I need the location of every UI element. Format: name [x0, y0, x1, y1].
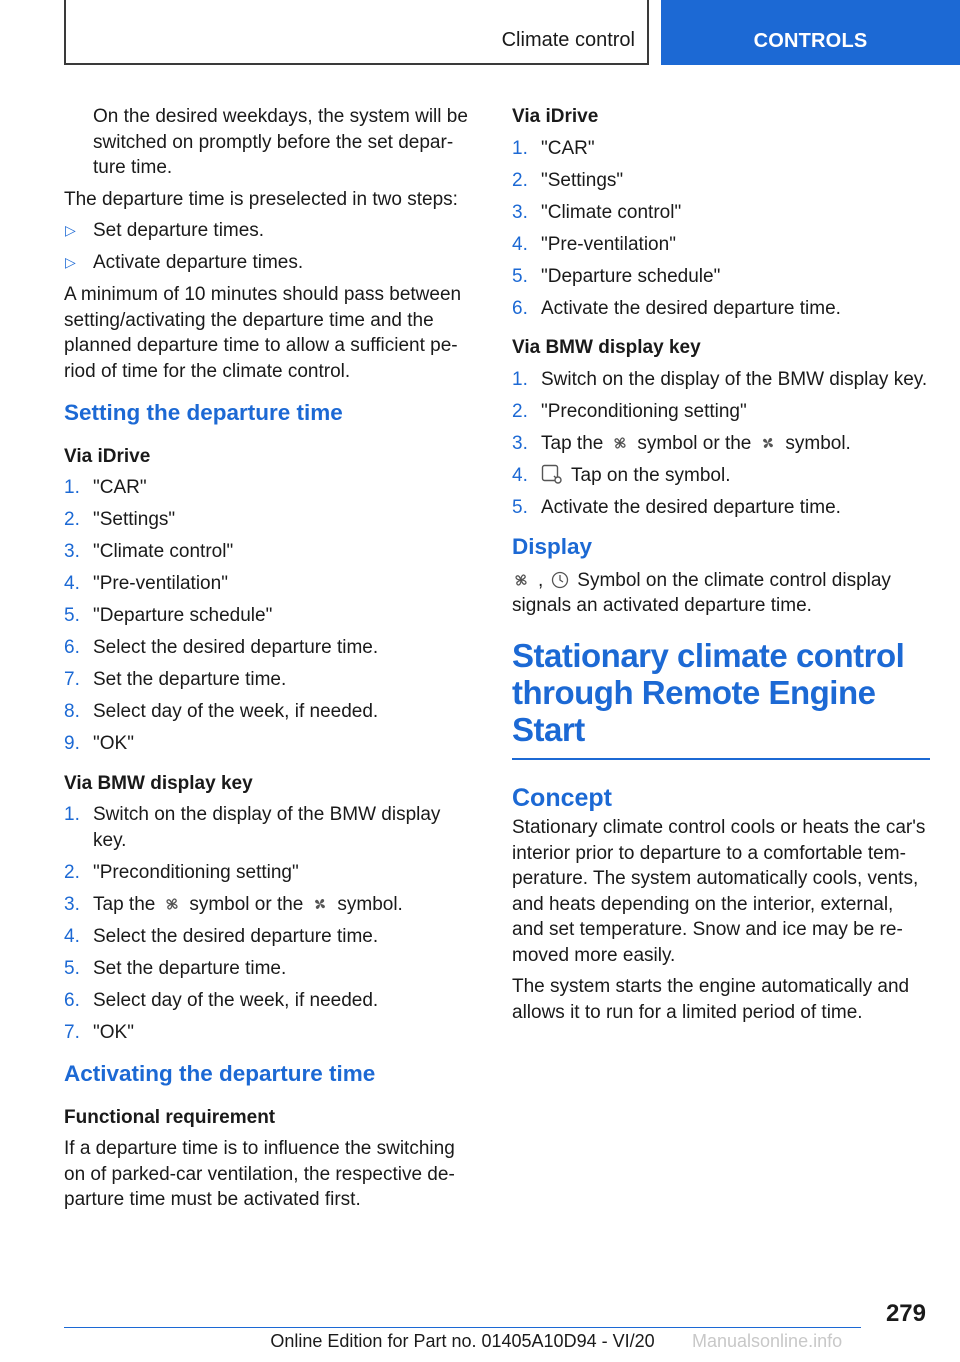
fan-icon	[512, 571, 530, 589]
header-controls-label: CONTROLS	[753, 30, 868, 52]
list-item: 8. Select day of the week, if needed.	[64, 701, 379, 722]
footer-edition-text: Online Edition for Part no. 01405A10D94 - VI/20	[270, 1331, 655, 1351]
list-item: 7. Set the departure time.	[64, 669, 287, 690]
preselect-text: The departure time is preselected in two steps:	[64, 188, 458, 210]
list-item: 9. "OK"	[64, 733, 134, 754]
list-item: 4. Select the desired departure time.	[64, 925, 379, 947]
list-item: 2. "Preconditioning setting"	[512, 400, 747, 422]
concept-paragraph-2: The system starts the engine automatically and allows it to run for a limited period of time.	[512, 976, 910, 1023]
display-key-steps-list	[64, 802, 474, 1045]
right-column	[512, 104, 930, 1031]
clock-icon	[551, 571, 569, 589]
list-item: 4. "Pre-ventilation"	[512, 233, 676, 255]
header-section-box	[64, 0, 649, 65]
intro-indent-text: On the desired weekdays, the system will be switched on promptly before the set departure time.	[93, 106, 468, 178]
list-item: 4. "Pre-ventilation"	[64, 573, 228, 594]
list-item: 2. "Settings"	[64, 509, 176, 530]
setting-departure-heading: Setting the departure time	[64, 400, 343, 425]
timer-icon	[541, 464, 563, 484]
list-item: 1. Switch on the display of the BMW display key.	[64, 804, 441, 851]
list-item: 5. Activate the desired departure time.	[512, 496, 841, 518]
list-item: 4. Tap on the symbol.	[512, 464, 731, 486]
fan-filled-icon	[759, 434, 777, 452]
concept-paragraph-1: Stationary climate control cools or heats the car's interior prior to departure to a comfortable temperature. The system automatically cools, vents, and heats depending on the interior, external, and set temperature. Snow and ice may be removed more easily.	[512, 817, 926, 966]
idrive-heading: Via iDrive	[64, 445, 151, 467]
functional-requirement-heading: Functional requirement	[64, 1106, 276, 1128]
list-item: 2. "Settings"	[512, 169, 624, 191]
list-item: 5. "Departure schedule"	[512, 265, 721, 287]
list-item: 6. Activate the desired departure time.	[512, 297, 841, 319]
list-item: ▷ Activate departure times.	[64, 250, 474, 276]
fan-filled-icon	[311, 895, 329, 913]
heading-divider	[512, 758, 930, 760]
list-item: 5. "Departure schedule"	[64, 605, 273, 626]
idrive-heading: Via iDrive	[512, 106, 599, 127]
stationary-climate-heading: Stationary climate control through Remote Engine Start	[512, 636, 905, 748]
fan-icon	[611, 434, 629, 452]
idrive-steps-list	[64, 475, 474, 757]
display-key-steps-list	[512, 367, 930, 521]
list-item: 3. Tap the symbol or the symbol.	[512, 432, 851, 454]
list-item: 6. Select the desired departure time.	[64, 637, 379, 658]
list-item: 6. Select day of the week, if needed.	[64, 989, 379, 1011]
list-item: ▷ Set departure times.	[64, 218, 474, 244]
page-number: 279	[885, 1300, 926, 1327]
list-item: 1. Switch on the display of the BMW display key.	[512, 368, 928, 390]
preselect-steps-list	[64, 218, 474, 276]
left-column	[64, 104, 474, 1219]
list-item: 1. "CAR"	[64, 477, 147, 498]
list-item: 3. "Climate control"	[64, 541, 234, 562]
minimum-time-text: A minimum of 10 minutes should pass between setting/activating the departure time and the planned departure time to allow a sufficient period of time for the climate control.	[64, 284, 462, 382]
triangle-bullet-icon: ▷	[65, 222, 76, 238]
concept-heading: Concept	[512, 783, 612, 812]
activating-departure-heading: Activating the departure time	[64, 1061, 376, 1086]
list-item: 3. "Climate control"	[512, 201, 682, 223]
idrive-steps-list	[512, 136, 930, 322]
triangle-bullet-icon: ▷	[65, 254, 76, 270]
display-key-heading: Via BMW display key	[512, 337, 701, 358]
list-item: 2. "Preconditioning setting"	[64, 861, 299, 883]
display-key-heading: Via BMW display key	[64, 772, 253, 794]
display-heading: Display	[512, 534, 593, 559]
watermark-text: Manualsonline.info	[692, 1331, 843, 1351]
functional-requirement-text: If a departure time is to influence the switching on of parked-car ventilation, the respective departure time must be activated first.	[64, 1138, 455, 1210]
header-section-title: Climate control	[501, 29, 635, 51]
list-item: 1. "CAR"	[512, 137, 595, 159]
footer-divider	[64, 1327, 861, 1328]
fan-icon	[163, 895, 181, 913]
list-item: 5. Set the departure time.	[64, 957, 287, 979]
list-item: 7. "OK"	[64, 1021, 134, 1043]
display-text: , Symbol on the climate control display signals an activated departure time.	[512, 569, 891, 616]
list-item: 3. Tap the symbol or the symbol.	[64, 893, 403, 915]
header-controls-tab[interactable]	[661, 0, 960, 65]
